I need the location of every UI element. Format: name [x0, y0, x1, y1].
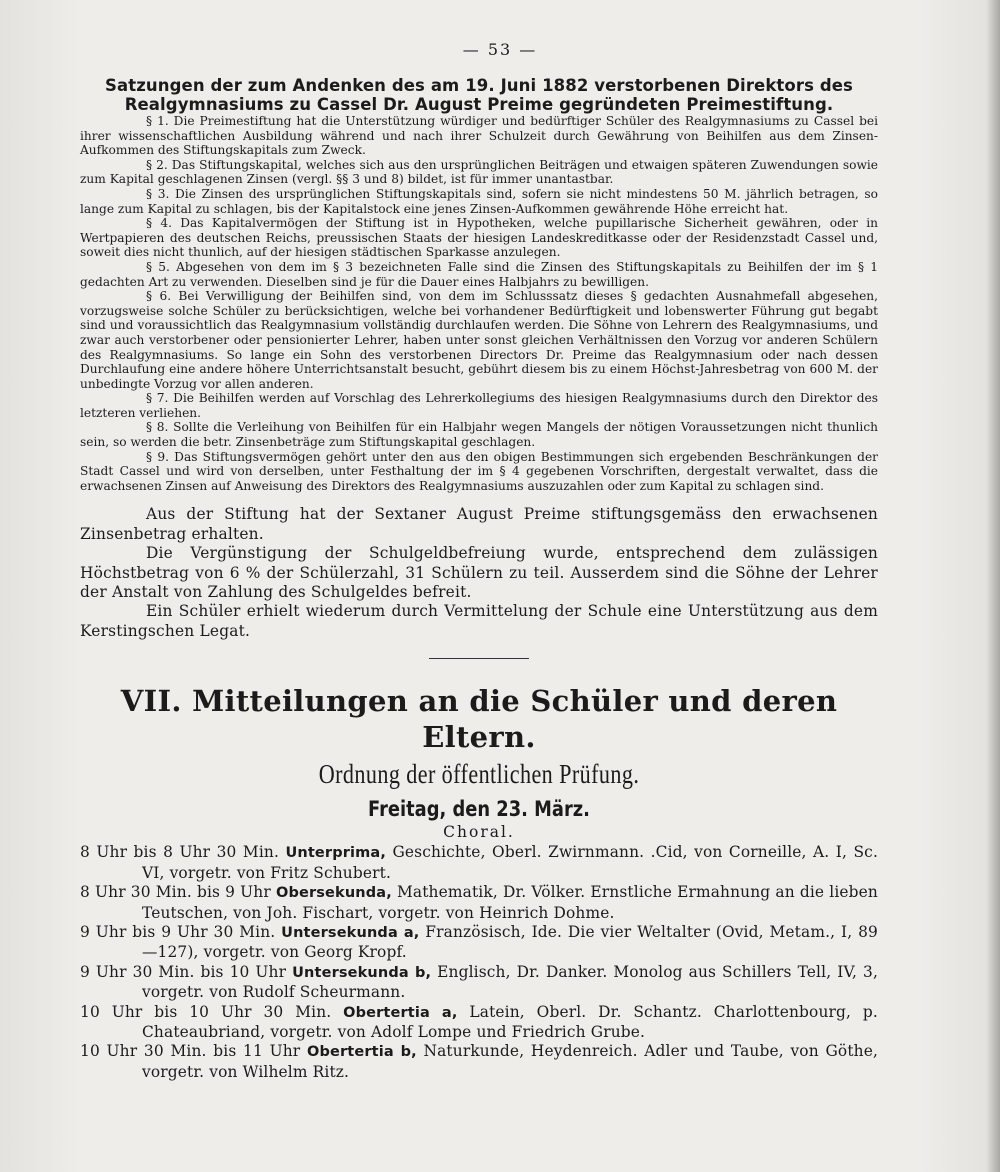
entry-details: Geschichte, Oberl. Zwirnmann. .Cid, von Corneille, A. I, Sc. VI, vorgetr. von Fritz Schubert. — [142, 843, 878, 882]
exam-date: Freitag, den 23. März. — [368, 797, 590, 822]
schedule-entry — [80, 843, 878, 883]
page-number: — 53 — — [462, 40, 538, 59]
schedule-entry — [80, 1042, 878, 1082]
body-paragraphs — [80, 505, 878, 641]
statute-paragraph-8: § 8. Sollte die Verleihung von Beihilfen für ein Halbjahr wegen Mangels der nötigen Voraussetzungen nicht thunlich sein, so werden die betr. Zinsenbeträge zum Stiftungskapital geschlagen. — [80, 420, 878, 450]
exam-schedule — [80, 843, 878, 1082]
entry-class: Obertertia a, — [343, 1004, 458, 1021]
statute-paragraph-2: § 2. Das Stiftungskapital, welches sich aus den ursprünglichen Beiträgen und etwaigen späteren Zuwendungen sowie zum Kapital geschlagenen Zinsen (vergl. §§ 3 und 8) bildet, ist für immer unantastbar. — [80, 157, 878, 187]
body-paragraph-2: Die Vergünstigung der Schulgeldbefreiung wurde, entsprechend dem zulässigen Höchstbetrag von 6 % der Schülerzahl, 31 Schülern zu teil. Ausserdem sind die Söhne der Lehrer der Anstalt von Zahlung des Schulgeldes befreit. — [80, 544, 878, 602]
statute-paragraph-7: § 7. Die Beihilfen werden auf Vorschlag des Lehrerkollegiums des hiesigen Realgymnasiums durch den Direktor des letzteren verliehen. — [80, 391, 878, 420]
entry-time: 8 Uhr 30 Min. bis 9 Uhr — [80, 883, 271, 902]
entry-class: Obertertia b, — [306, 1044, 417, 1061]
schedule-entry — [80, 883, 878, 923]
statute-paragraphs — [80, 114, 878, 493]
page-content — [80, 76, 878, 1082]
entry-details: Latein, Oberl. Dr. Schantz. Charlottenbourg, p. Chateaubriand, vorgetr. von Adolf Lompe und Friedrich Grube. — [142, 1002, 878, 1041]
entry-class: Untersekunda b, — [292, 964, 432, 981]
entry-class: Obersekunda, — [275, 885, 392, 902]
entry-time: 9 Uhr bis 9 Uhr 30 Min. — [80, 922, 276, 941]
entry-time: 10 Uhr bis 10 Uhr 30 Min. — [80, 1002, 332, 1021]
schedule-entry — [80, 1003, 878, 1043]
schedule-entry — [80, 963, 878, 1003]
entry-class: Unterprima, — [285, 845, 387, 862]
entry-time: 9 Uhr 30 Min. bis 10 Uhr — [80, 962, 287, 981]
statute-paragraph-5: § 5. Abgesehen von dem im § 3 bezeichneten Falle sind die Zinsen des Stiftungskapitals zu Beihilfen der im § 1 gedachten Art zu verwenden. Dieselben sind je für die Dauer eines Halbjahrs zu bewilligen. — [80, 259, 878, 289]
entry-details: Mathematik, Dr. Völker. Ernstliche Ermahnung an die lieben Teutschen, von Joh. Fischart, vorgetr. von Heinrich Dohme. — [142, 883, 878, 922]
statute-title: Satzungen der zum Andenken des am 19. Juni 1882 verstorbenen Direktors des Realgymnasiums zu Cassel Dr. August Preime gegründeten Preimestiftung. — [105, 76, 853, 114]
entry-time: 10 Uhr 30 Min. bis 11 Uhr — [80, 1042, 301, 1061]
entry-class: Untersekunda a, — [281, 924, 420, 941]
body-paragraph-1: Aus der Stiftung hat der Sextaner August Preime stiftungsgemäss den erwachsenen Zinsenbetrag erhalten. — [80, 505, 878, 543]
statute-paragraph-4: § 4. Das Kapitalvermögen der Stiftung ist in Hypotheken, welche pupillarische Sicherheit gewähren, oder in Wertpapieren des deutschen Reichs, preussischen Staats der hiesigen Landeskreditkasse oder der Residenzstadt Cassel und, soweit dies nicht thunlich, auf der hiesigen städtischen Sparkasse anzulegen. — [80, 216, 878, 260]
choral-label: Choral. — [443, 823, 515, 842]
entry-details: Englisch, Dr. Danker. Monolog aus Schillers Tell, IV, 3, vorgetr. von Rudolf Scheurmann. — [142, 962, 879, 1002]
entry-details: Naturkunde, Heydenreich. Adler und Taube, von Göthe, vorgetr. von Wilhelm Ritz. — [142, 1042, 879, 1081]
statute-paragraph-6: § 6. Bei Verwilligung der Beihilfen sind, von dem im Schlusssatz dieses § gedachten Ausnahmefall abgesehen, vorzugsweise solche Schüler zu berücksichtigen, welche bei vorhandener Bedürftigkeit und lobenswerter Führung gut begabt sind und voraussichtlich das Realgymnasium vollständig durchlaufen werden. Die Söhne von Lehrern des Realgymnasiums, und zwar auch verstorbener oder pensionierter Lehrer, haben unter sonst gleichen Verhältnissen den Vorzug vor anderen Schülern des Realgymnasiums. So lange ein Sohn des verstorbenen Directors Dr. Preime das Realgymnasium oder nach dessen Durchlaufung eine andere höhere Unterrichtsanstalt besucht, gebührt diesem bis zu einem Höchst-Jahresbetrag von 600 M. der unbedingte Vorzug vor allen anderen. — [80, 289, 878, 391]
entry-time: 8 Uhr bis 8 Uhr 30 Min. — [80, 843, 279, 862]
statute-paragraph-3: § 3. Die Zinsen des ursprünglichen Stiftungskapitals sind, sofern sie nicht mindestens 50 M. jährlich betragen, so lange zum Kapital zu schlagen, bis der Kapitalstock eine jenes Zinsen-Aufkommen gewährende Höhe erreicht hat. — [80, 186, 878, 216]
section-subheading: Ordnung der öffentlichen Prüfung. — [318, 759, 640, 790]
binding-shadow — [986, 0, 1000, 1172]
body-paragraph-3: Ein Schüler erhielt wiederum durch Vermittelung der Schule eine Unterstützung aus dem Kerstingschen Legat. — [80, 602, 878, 640]
entry-details: Französisch, Ide. Die vier Weltalter (Ovid, Metam., I, 89—127), vorgetr. von Georg Kropf. — [142, 922, 878, 962]
statute-paragraph-9: § 9. Das Stiftungsvermögen gehört unter den aus den obigen Bestimmungen sich ergebenden Beschränkungen der Stadt Cassel und wird von derselben, unter Festhaltung der im § 4 gegebenen Vorschriften, dergestalt verwaltet, dass die erwachsenen Zinsen auf Anweisung des Direktors des Realgymnasiums auszuzahlen oder zum Kapital zu schlagen sind. — [80, 449, 878, 493]
schedule-entry — [80, 923, 878, 963]
section-heading: VII. Mitteilungen an die Schüler und deren Eltern. — [120, 684, 838, 755]
section-divider — [429, 658, 529, 659]
statute-paragraph-1: § 1. Die Preimestiftung hat die Unterstützung würdiger und bedürftiger Schüler des Realgymnasiums zu Cassel bei ihrer wissenschaftlichen Ausbildung während und nach ihrer Schulzeit durch Gewährung von Beihilfen aus dem Zinsen-Aufkommen des Stiftungskapitals zum Zweck. — [80, 114, 878, 158]
